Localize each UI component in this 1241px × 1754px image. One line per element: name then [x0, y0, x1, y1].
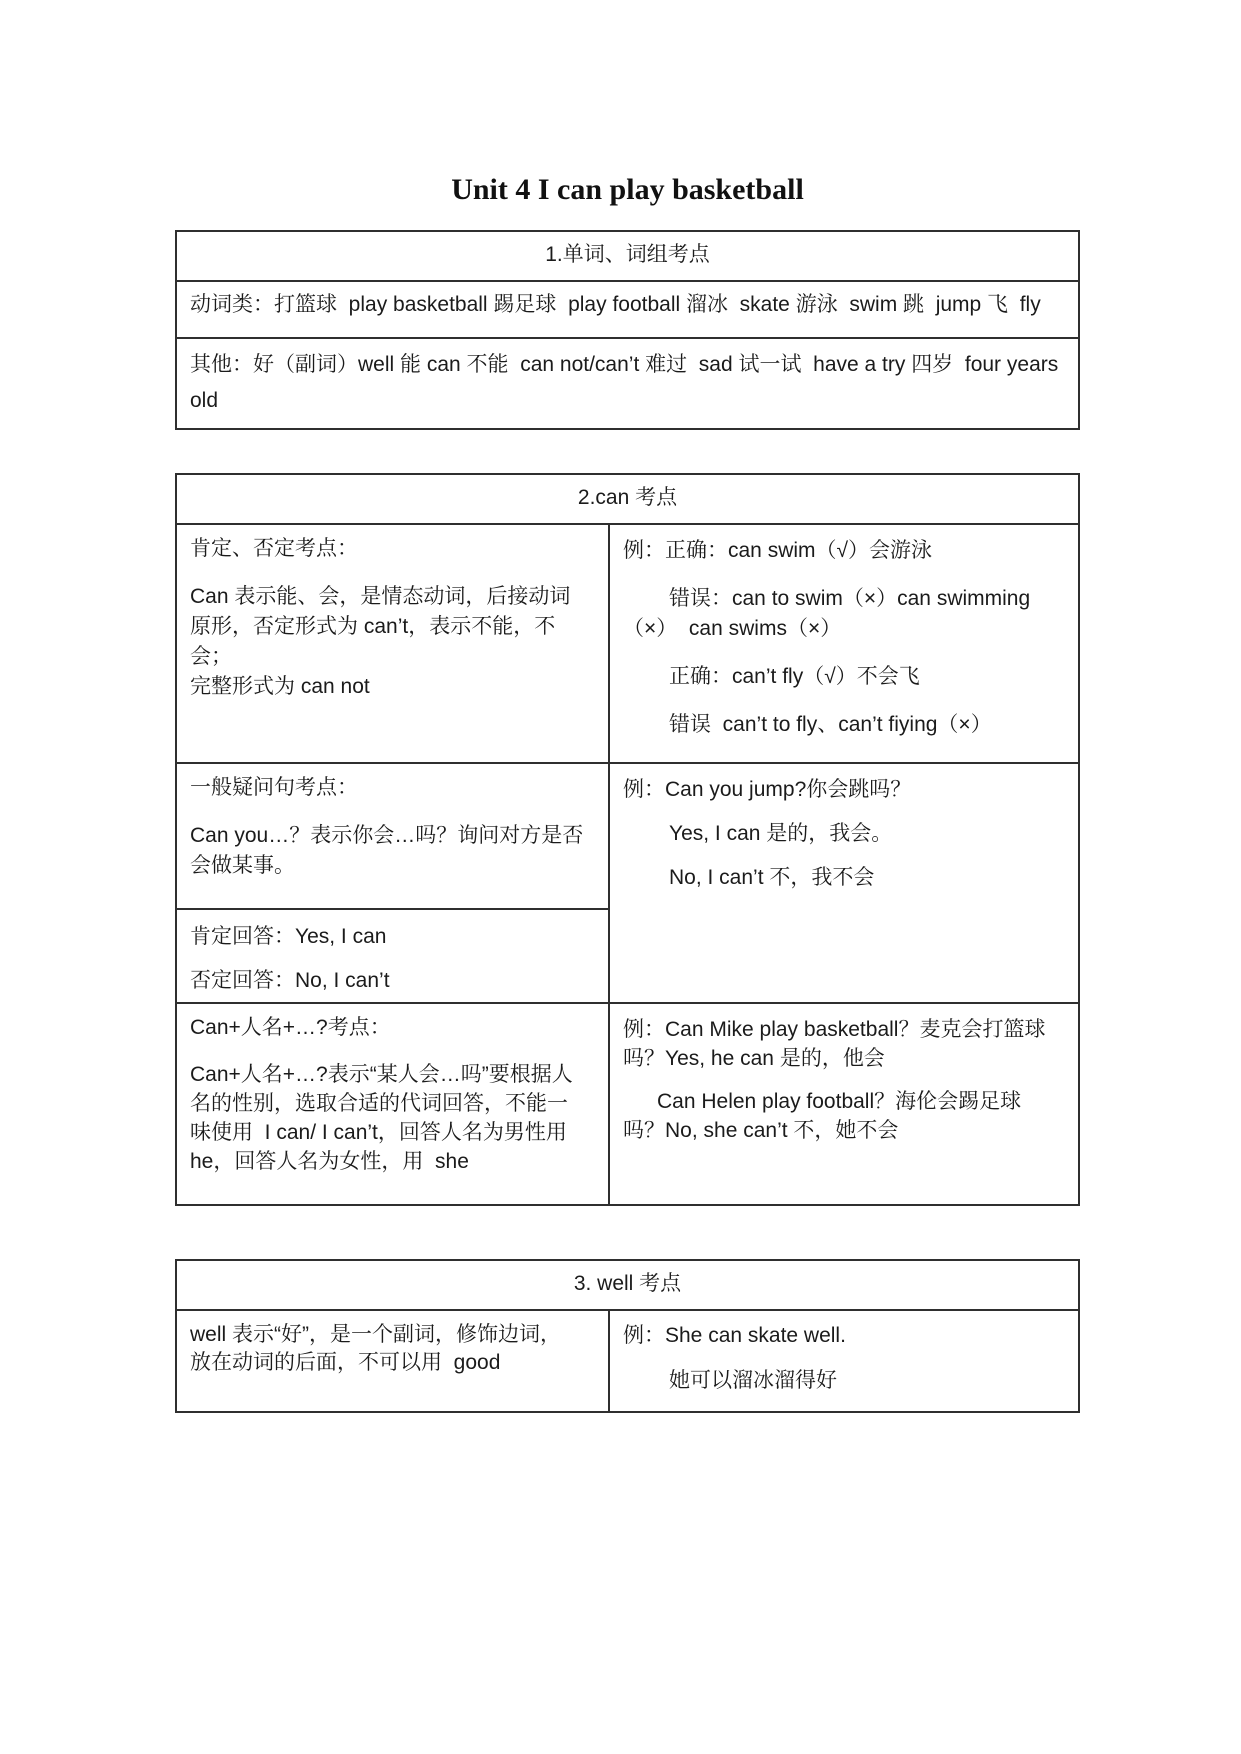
table2-row3-left-cell — [177, 1004, 610, 1204]
example-line: No, I can’t 不，我不会 — [669, 866, 875, 889]
table2-row-general-question — [177, 764, 1078, 1004]
rule-line: Can 表示能、会，是情态动词，后接动词 — [190, 585, 571, 608]
table3-right-cell — [610, 1311, 1078, 1411]
rule-line: Can+人名+…?表示“某人会…吗”要根据人 — [190, 1063, 573, 1086]
rule-line: 肯定回答：Yes, I can — [190, 925, 387, 948]
table3-left-cell — [177, 1311, 610, 1411]
table2-row2-right-cell — [610, 764, 1078, 1002]
table2-header: 2.can 考点 — [177, 475, 1078, 525]
rule-line: 会做某事。 — [190, 854, 295, 877]
rule-line: 原形，否定形式为 can’t，表示不能，不会； — [190, 615, 556, 668]
table1-header: 1.单词、词组考点 — [177, 232, 1078, 282]
table3-header: 3. well 考点 — [177, 1261, 1078, 1311]
table1-verbs-row — [177, 282, 1078, 339]
rule-line: he，回答人名为女性，用 she — [190, 1150, 469, 1173]
rule-line: 否定回答：No, I can’t — [190, 969, 390, 992]
table1-verbs-line: 动词类：打篮球 play basketball 踢足球 play football 溜冰 skate 游泳 swim 跳 jump 飞 fly — [190, 293, 1041, 316]
example-line: 例：Can you jump?你会跳吗？ — [623, 778, 912, 801]
rule-line: well 表示“好”，是一个副词，修饰边词， — [190, 1323, 561, 1346]
rule-title: Can+人名+…?考点： — [190, 1016, 391, 1039]
table2-row3-right-cell — [610, 1004, 1078, 1204]
example-line: 例：Can Mike play basketball？麦克会打篮球 — [623, 1018, 1046, 1041]
example-line: 吗？No, she can’t 不，她不会 — [623, 1119, 899, 1142]
table1-others-line: 其他：好（副词）well 能 can 不能 can not/can’t 难过 sad 试一试 have a try 四岁 four years — [190, 353, 1059, 376]
example-line: 例：She can skate well. — [623, 1324, 846, 1347]
rule-line: 名的性别，选取合适的代词回答，不能一 — [190, 1092, 568, 1115]
example-line: 错误 can’t to fly、can’t fiying（×） — [669, 713, 992, 736]
table-can — [175, 473, 1080, 1206]
example-line: 吗？Yes, he can 是的，他会 — [623, 1047, 885, 1070]
table1-others-row — [177, 339, 1078, 428]
rule-line: 放在动词的后面，不可以用 good — [190, 1351, 501, 1374]
example-line: 她可以溜冰溜得好 — [669, 1369, 837, 1392]
example-line: Yes, I can 是的，我会。 — [669, 822, 893, 845]
rule-line: Can you…？表示你会…吗？询问对方是否 — [190, 824, 584, 847]
table3-row — [177, 1311, 1078, 1411]
table2-row2-left-bottom-cell — [177, 910, 608, 1002]
page-title: Unit 4 I can play basketball — [451, 173, 804, 206]
rule-title: 一般疑问句考点： — [190, 776, 358, 799]
rule-line: 味使用 I can/ I can’t，回答人名为男性用 — [190, 1121, 567, 1144]
table2-row-affirm-negate — [177, 525, 1078, 764]
table-words-phrases — [175, 230, 1080, 430]
table2-row2-left-column — [177, 764, 610, 1002]
table2-row1-right-cell — [610, 525, 1078, 762]
example-line: 错误：can to swim（×）can swimming — [669, 587, 1031, 610]
table-well — [175, 1259, 1080, 1413]
example-line: 正确：can’t fly（√）不会飞 — [669, 665, 920, 688]
table2-row2-left-top-cell — [177, 764, 608, 910]
table1-others-line: old — [190, 389, 219, 412]
table2-row1-left-cell — [177, 525, 610, 762]
example-line: （×） can swims（×） — [623, 617, 842, 640]
example-line: Can Helen play football？海伦会踢足球 — [657, 1090, 1022, 1113]
example-line: 例：正确：can swim（√）会游泳 — [623, 539, 933, 562]
rule-line: 完整形式为 can not — [190, 675, 370, 698]
table2-row-can-plus-name — [177, 1004, 1078, 1204]
rule-title: 肯定、否定考点： — [190, 537, 358, 560]
